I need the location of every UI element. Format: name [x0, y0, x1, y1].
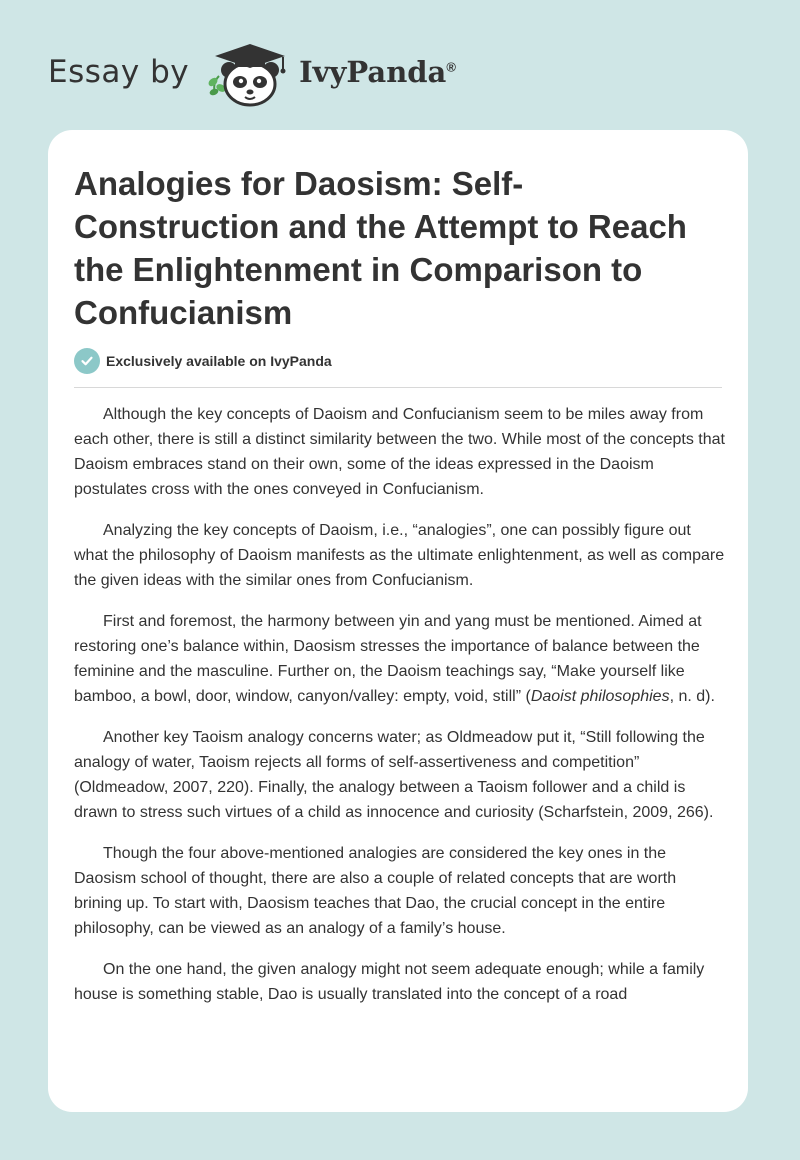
paragraph: Another key Taoism analogy concerns water; as Oldmeadow put it, “Still following the analogy of water, Taoism rejects all forms of self-assertiveness and competition” (Oldmeadow, 2007, 220). Finally, the analogy between a Taoism follower and a child is drawn to stress such virtues of a child as innocence and curiosity (Scharfstein, 2009, 266).: [74, 729, 714, 821]
exclusive-badge: [74, 348, 332, 374]
citation-title: Daoist philosophies: [530, 688, 670, 705]
brand-prefix: Essay by: [48, 54, 190, 90]
paragraph: Though the four above-mentioned analogies are considered the key ones in the Daosism school of thought, there are also a couple of related concepts that are worth brining up. To start with, Daosism teaches that Dao, the crucial concept in the entire philosophy, can be viewed as an analogy of a family’s house.: [74, 845, 677, 937]
brand-name: IvyPanda®: [299, 55, 456, 89]
page-title: Analogies for Daosism: Self-Construction and the Attempt to Reach the Enlightenment in Comparison to Confucianism: [74, 165, 687, 331]
check-circle-icon: [74, 348, 100, 374]
exclusive-badge-label: Exclusively available on IvyPanda: [106, 353, 332, 369]
brand-header: [48, 36, 456, 108]
paragraph: Analyzing the key concepts of Daoism, i.e., “analogies”, one can possibly figure out what the philosophy of Daoism manifests as the ultimate enlightenment, as well as compare the given ideas with the similar ones from Confucianism.: [74, 522, 725, 589]
paragraph: First and foremost, the harmony between yin and yang must be mentioned. Aimed at restoring one’s balance within, Daosism stresses the importance of balance between the feminine and the masculine. Further on, the Daoism teachings say, “Make yourself like bamboo, a bowl, door, window, canyon/valley: empty, void, still” (Daoist philosophies, n. d).: [74, 613, 715, 705]
paragraph: On the one hand, the given analogy might not seem adequate enough; while a family house is something stable, Dao is usually translated into the concept of a road: [74, 961, 705, 1003]
essay-body: [74, 402, 726, 1102]
divider: [74, 387, 722, 388]
paragraph: Although the key concepts of Daoism and Confucianism seem to be miles away from each other, there is still a distinct similarity between the two. While most of the concepts that Daoism embraces stand on their own, some of the ideas expressed in the Daoism postulates cross with the ones conveyed in Confucianism.: [74, 406, 725, 498]
essay-card: [48, 130, 748, 1112]
panda-graduate-icon: [203, 36, 295, 108]
